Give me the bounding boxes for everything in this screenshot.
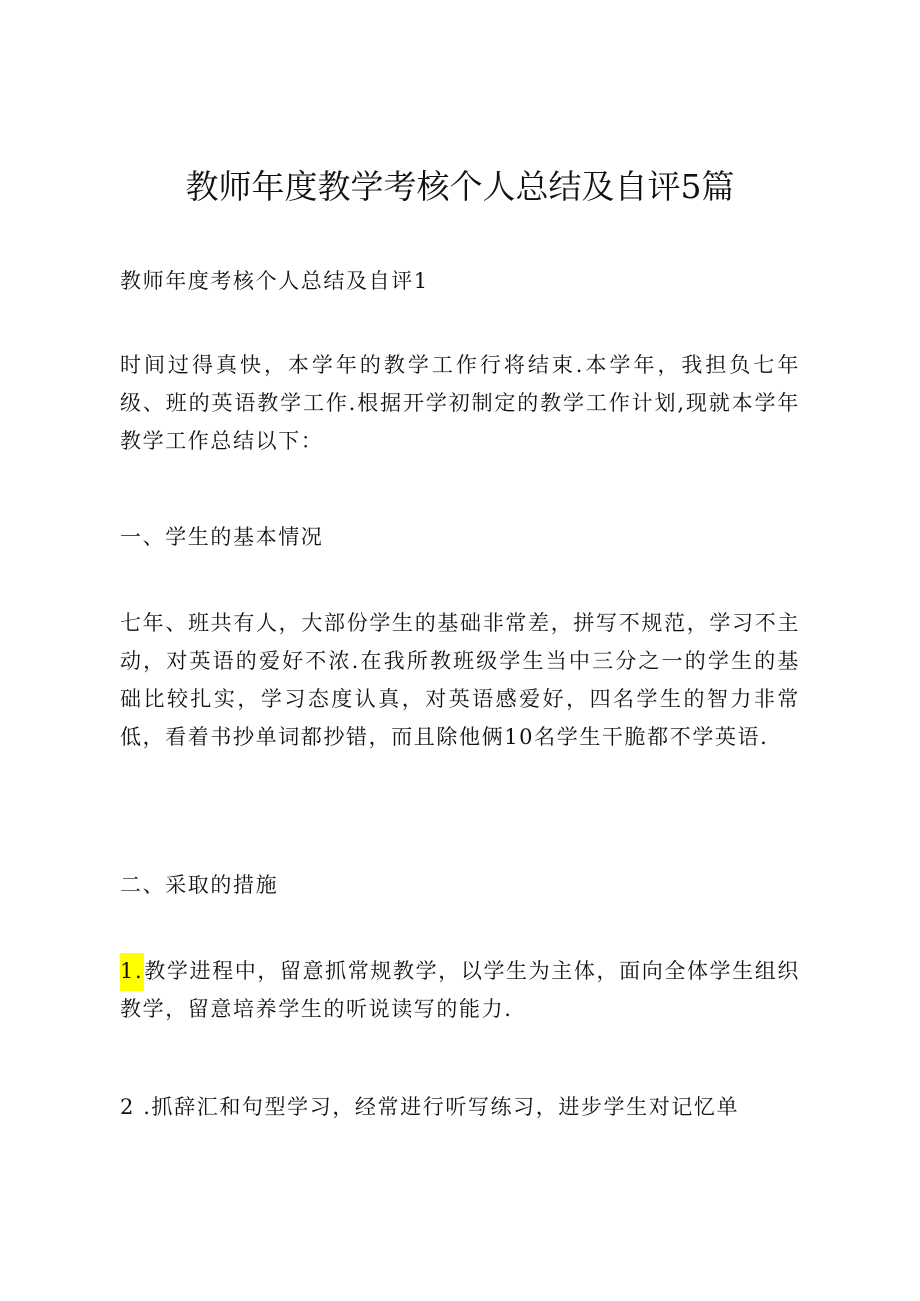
measure-item-2-text: .抓辞汇和句型学习，经常进行听写练习，进步学生对记忆单 (134, 1095, 740, 1119)
measure-item-2 (120, 1088, 800, 1126)
document-title: 教师年度教学考核个人总结及自评5篇 (185, 167, 735, 206)
highlighted-item-number: 1. (120, 953, 144, 991)
section-heading-measures: 二、采取的措施 (120, 873, 279, 897)
measure-item-1 (120, 952, 800, 1028)
section-heading-student-situation: 一、学生的基本情况 (120, 525, 324, 549)
measure-item-1-text: 教学进程中，留意抓常规教学，以学生为主体，面向全体学生组织教学，留意培养学生的听说读写的能力. (120, 959, 800, 1021)
intro-paragraph: 时间过得真快，本学年的教学工作行将结束.本学年，我担负七年级、班的英语教学工作.根据开学初制定的教学工作计划,现就本学年教学工作总结以下： (120, 353, 800, 453)
measure-item-2-number: 2 (120, 1095, 135, 1119)
student-situation-paragraph: 七年、班共有人，大部份学生的基础非常差，拼写不规范，学习不主动，对英语的爱好不浓.在我所教班级学生当中三分之一的学生的基础比较扎实，学习态度认真，对英语感爱好，四名学生的智力非常低，看着书抄单词都抄错，而且除他俩10名学生干脆都不学英语. (120, 611, 800, 749)
article-subtitle: 教师年度考核个人总结及自评1 (120, 269, 429, 293)
